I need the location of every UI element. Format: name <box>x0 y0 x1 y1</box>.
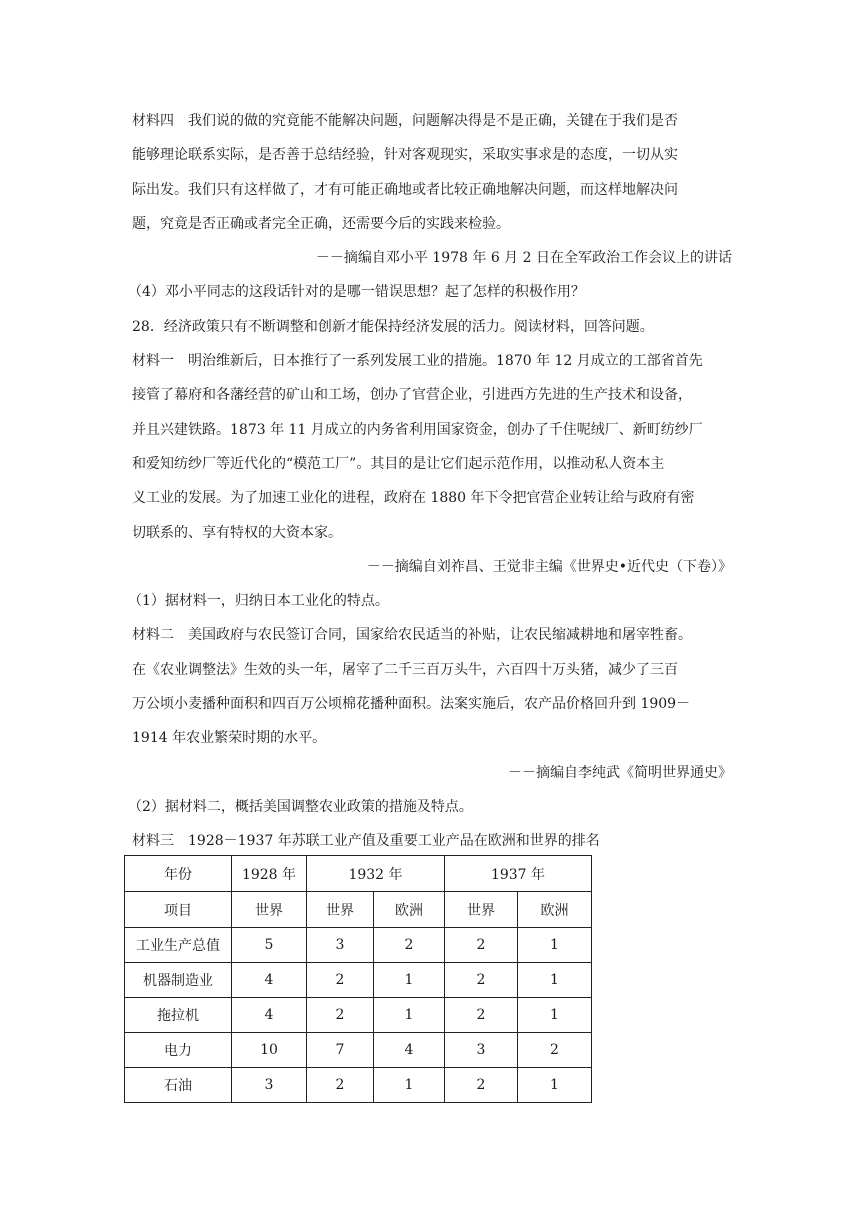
corner-year-cell: 年份 <box>125 856 232 892</box>
rank-cell: 1 <box>518 998 592 1033</box>
paragraph-line: 义工业的发展。为了加速工业化的进程，政府在 1880 年下令把官营企业转让给与政府有密 <box>132 490 695 507</box>
scope-header: 欧洲 <box>518 892 592 928</box>
paragraph-line: 并且兴建铁路。1873 年 11 月成立的内务省利用国家资金，创办了千住呢绒厂、新町纺纱厂 <box>132 421 703 438</box>
rank-cell: 2 <box>518 1033 592 1068</box>
paragraph-line: 万公顷小麦播种面积和四百万公顷棉花播种面积。法案实施后，农产品价格回升到 1909－ <box>132 696 691 713</box>
year-header: 1928 年 <box>232 856 307 892</box>
rank-cell: 3 <box>445 1033 518 1068</box>
rank-cell: 10 <box>232 1033 307 1068</box>
table-row <box>125 928 592 963</box>
rank-cell: 3 <box>307 928 374 963</box>
rank-cell: 1 <box>374 963 445 998</box>
material-one <box>128 344 732 618</box>
rank-cell: 1 <box>518 1068 592 1103</box>
paragraph-line: 际出发。我们只有这样做了，才有可能正确地或者比较正确地解决问题，而这样地解决问 <box>132 181 678 198</box>
table-header-row <box>125 856 592 892</box>
table-row <box>125 1033 592 1068</box>
table-subheader-row <box>125 892 592 928</box>
item-cell: 拖拉机 <box>125 998 232 1033</box>
source-citation: －－摘编自邓小平 1978 年 6 月 2 日在全军政治工作会议上的讲话 <box>315 250 732 267</box>
ranking-table <box>124 855 592 1103</box>
paragraph-line: 材料四 我们说的做的究竟能不能解决问题，问题解决得是不是正确，关键在于我们是否 <box>132 113 678 129</box>
corner-item-cell: 项目 <box>125 892 232 928</box>
item-cell: 机器制造业 <box>125 963 232 998</box>
rank-cell: 3 <box>232 1068 307 1103</box>
rank-cell: 2 <box>307 1068 374 1103</box>
scope-header: 欧洲 <box>374 892 445 928</box>
question-2: （2）据材料二，概括美国调整农业政策的措施及特点。 <box>128 798 473 815</box>
paragraph-line: 1914 年农业繁荣时期的水平。 <box>132 730 327 747</box>
item-cell: 电力 <box>125 1033 232 1068</box>
year-header: 1932 年 <box>307 856 445 892</box>
material-two <box>128 618 732 824</box>
rank-cell: 2 <box>445 1068 518 1103</box>
table-row <box>125 963 592 998</box>
rank-cell: 1 <box>518 963 592 998</box>
item-cell: 工业生产总值 <box>125 928 232 963</box>
paragraph-line: 切联系的、享有特权的大资本家。 <box>132 524 342 541</box>
rank-cell: 1 <box>374 998 445 1033</box>
rank-cell: 2 <box>307 963 374 998</box>
item-cell: 石油 <box>125 1068 232 1103</box>
rank-cell: 2 <box>374 928 445 963</box>
source-citation: －－摘编自李纯武《简明世界通史》 <box>508 764 732 781</box>
paragraph-line: 材料一 明治维新后，日本推行了一系列发展工业的措施。1870 年 12 月成立的工部省首先 <box>132 353 703 370</box>
question-4: （4）邓小平同志的这段话针对的是哪一错误思想？起了怎样的积极作用？ <box>128 284 585 301</box>
document-body <box>128 104 732 859</box>
scope-header: 世界 <box>232 892 307 928</box>
source-citation: －－摘编自刘祚昌、王觉非主编《世界史•近代史（下卷）》 <box>366 558 732 575</box>
paragraph-line: 和爱知纺纱厂等近代化的“模范工厂”。其目的是让它们起示范作用，以推动私人资本主 <box>132 455 665 472</box>
rank-cell: 1 <box>374 1068 445 1103</box>
rank-cell: 2 <box>445 963 518 998</box>
paragraph-line: 接管了幕府和各藩经营的矿山和工场，创办了官营企业，引进西方先进的生产技术和设备， <box>132 387 692 404</box>
paragraph-line: 题，究竟是否正确或者完全正确，还需要今后的实践来检验。 <box>132 215 510 232</box>
rank-cell: 4 <box>374 1033 445 1068</box>
rank-cell: 7 <box>307 1033 374 1068</box>
table-row <box>125 1068 592 1103</box>
question-1: （1）据材料一，归纳日本工业化的特点。 <box>128 593 389 610</box>
scope-header: 世界 <box>445 892 518 928</box>
paragraph-line: 能够理论联系实际，是否善于总结经验，针对客观现实，采取实事求是的态度，一切从实 <box>132 147 678 164</box>
table-row <box>125 998 592 1033</box>
year-header: 1937 年 <box>445 856 592 892</box>
rank-cell: 2 <box>307 998 374 1033</box>
scope-header: 世界 <box>307 892 374 928</box>
paragraph-line: 材料二 美国政府与农民签订合同，国家给农民适当的补贴，让农民缩减耕地和屠宰牲畜。 <box>132 627 692 644</box>
paragraph-line: 在《农业调整法》生效的头一年，屠宰了二千三百万头牛，六百四十万头猪，减少了三百 <box>132 661 678 678</box>
rank-cell: 4 <box>232 998 307 1033</box>
material-four <box>128 104 732 310</box>
question-28-stem: 28．经济政策只有不断调整和创新才能保持经济发展的活力。阅读材料，回答问题。 <box>132 318 654 335</box>
rank-cell: 4 <box>232 963 307 998</box>
rank-cell: 2 <box>445 998 518 1033</box>
rank-cell: 5 <box>232 928 307 963</box>
rank-cell: 2 <box>445 928 518 963</box>
material-three-title: 材料三 1928－1937 年苏联工业产值及重要工业产品在欧洲和世界的排名 <box>132 833 600 850</box>
rank-cell: 1 <box>518 928 592 963</box>
